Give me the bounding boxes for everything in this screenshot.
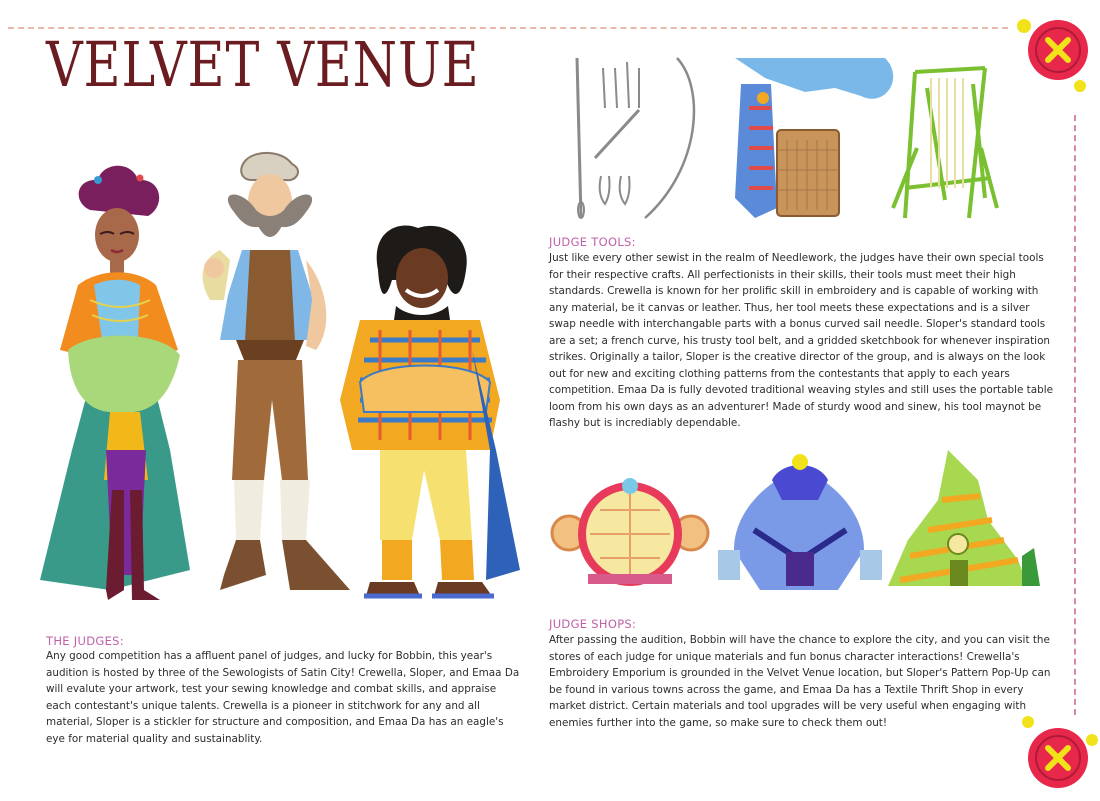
- table-loom-image: [893, 68, 997, 218]
- french-curve-toolbelt-sketchbook-image: [735, 58, 893, 218]
- judge-shops-body: After passing the audition, Bobbin will have the chance to explore the city, and you can visit the stores of each judge for unique materials and fun bonus character interactions! Crewella's Embroidery Emporium is grounded in the Velvet Venue location, but Sloper's Pattern Pop-Up can be found in various towns across the game, and Emaa Da has a Textile Thrift Shop in every market district. Certain materials and tool upgrades will be very useful when engaging with enemies further into the game, so make sure to check them out!: [549, 634, 1051, 729]
- judge-tools-illustration: [565, 48, 1005, 228]
- judges-heading: THE JUDGES:: [46, 634, 124, 648]
- embroidery-emporium-image: [552, 478, 708, 586]
- page-title: VELVET VENUE: [46, 28, 480, 101]
- textile-thrift-shop-image: [888, 450, 1040, 586]
- judges-illustration: [20, 150, 535, 610]
- emaa-da-figure: [340, 225, 520, 596]
- judge-shops-heading: JUDGE SHOPS:: [549, 617, 637, 631]
- crewella-figure: [40, 166, 190, 600]
- button-decoration-top-right: [1010, 8, 1098, 96]
- judge-tools-heading: JUDGE TOOLS:: [549, 235, 636, 249]
- judge-shops-illustration: [548, 440, 1043, 600]
- swap-needle-set-image: [577, 58, 694, 218]
- button-decoration-bottom-right: [1010, 712, 1098, 800]
- sloper-figure: [203, 153, 350, 590]
- judge-tools-body: Just like every other sewist in the realm of Needlework, the judges have their own special tools for their respective crafts. All perfectionists in their skills, their tools must meet their high standards. Crewella is known for her prolific skill in embroidery and is capable of working with any material, be it canvas or leather. Thus, her tool meets these expectations and is a silver swap needle with interchangable parts with a bonus curved sail needle. Sloper's standard tools are a set; a french curve, his trusty tool belt, and a gridded sketchbook for whenever inspiration strikes. Originally a tailor, Sloper is the creative director of the group, and is always on the look out for new and exciting clothing patterns from the contestants that apply to each years competition. Emaa Da is fully devoted traditional weaving styles and still uses the portable table loom from his own days as an adventurer! Made of sturdy wood and sinew, his tool maynot be flashy but is incrediably dependable.: [549, 252, 1053, 429]
- right-dashed-border: [1074, 115, 1076, 715]
- pattern-pop-up-image: [718, 454, 882, 590]
- judges-body: Any good competition has a affluent panel of judges, and lucky for Bobbin, this year's audition is hosted by three of the Sewologists of Satin City! Crewella, Sloper, and Emaa Da will evalute your artwork, test your sewing knowledge and combat skills, and appraise each contestant's unique talents. Crewella is a pioneer in stitchwork for any and all material, Sloper is a stickler for structure and composition, and Emaa Da has an eagle's eye for material quality and sustainablity.: [46, 650, 520, 745]
